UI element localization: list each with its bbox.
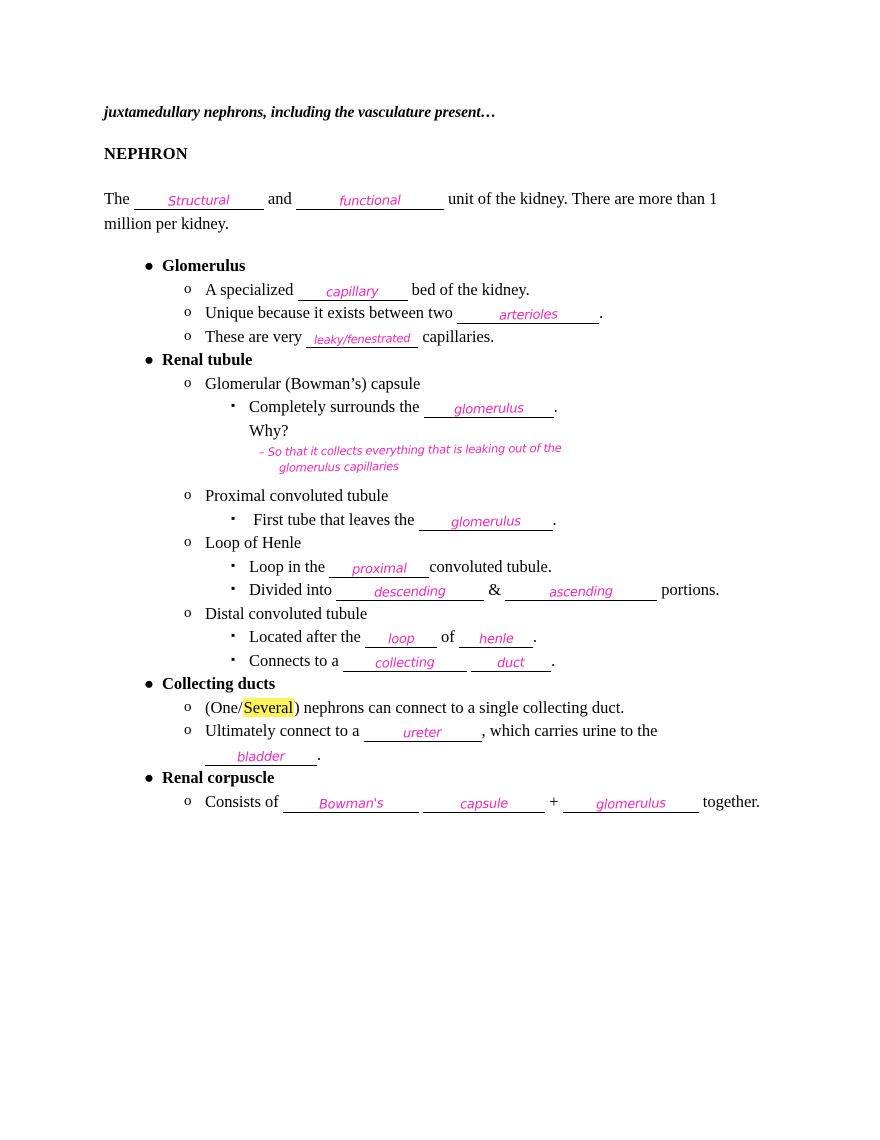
text-segment: First tube that leaves the <box>253 509 415 529</box>
blank-bowmans-answer: Bowman's <box>318 795 384 813</box>
blank-glomerulus-2[interactable] <box>419 511 553 531</box>
glomerulus-sublist <box>162 278 764 349</box>
text-segment: portions. <box>661 580 720 599</box>
circle-bullet-icon: o <box>184 698 192 715</box>
section-label-renal-tubule: Renal tubule <box>162 350 253 369</box>
bullet-icon: ● <box>144 256 154 275</box>
text-segment: A specialized <box>205 279 294 299</box>
blank-leaky-fenestrated-answer: leaky/fenestrated <box>313 330 411 347</box>
intro-text-1: The <box>104 189 130 208</box>
why-label: Why? <box>249 420 289 440</box>
text-segment: of <box>441 627 455 646</box>
blank-glomerulus-1[interactable] <box>424 398 554 418</box>
subsection-heading: Glomerular (Bowman’s) capsule <box>205 373 421 393</box>
circle-bullet-icon: o <box>184 327 192 344</box>
list-item <box>184 325 764 349</box>
blank-capsule[interactable] <box>423 793 545 813</box>
square-bullet-icon: ▪ <box>231 398 236 412</box>
outline-item-glomerulus <box>144 254 764 348</box>
intro-blank-structural-answer: Structural <box>167 193 230 210</box>
blank-capillary-answer: capillary <box>326 283 379 301</box>
bowmans-capsule-bullets <box>205 395 764 419</box>
intro-blank-structural[interactable] <box>134 190 264 210</box>
outline-item-renal-tubule <box>144 348 764 672</box>
renal-corpuscle-sublist <box>162 790 764 814</box>
blank-loop[interactable] <box>365 628 437 648</box>
note-line: – So that it collects everything that is leaking out of the <box>258 440 562 459</box>
intro-text-3: unit of the kidney. There are more than 1 million per kidney. <box>104 189 718 233</box>
text-segment: bed of the kidney. <box>411 279 530 299</box>
document-content <box>104 104 764 813</box>
text-segment: convoluted tubule. <box>429 556 553 576</box>
intro-blank-functional[interactable] <box>296 190 444 210</box>
square-bullet-icon: ▪ <box>231 581 236 595</box>
blank-duct-answer: duct <box>497 655 525 671</box>
bullet-icon: ● <box>144 350 154 369</box>
list-item <box>231 555 764 579</box>
text-segment: . <box>552 509 557 529</box>
circle-bullet-icon: o <box>184 534 192 550</box>
blank-glomerulus-2-answer: glomerulus <box>450 513 521 531</box>
text-segment: . <box>553 397 558 416</box>
text-segment: & <box>488 580 502 599</box>
text-segment: , which carries urine to the <box>481 721 658 740</box>
page-title: NEPHRON <box>104 144 188 163</box>
loop-of-henle-bullets <box>205 555 764 602</box>
note-line: glomerulus capillaries <box>278 459 399 475</box>
highlighted-term: Several <box>243 697 294 717</box>
text-segment: Ultimately connect to a <box>205 721 360 740</box>
text-segment: Located after the <box>249 627 361 646</box>
text-segment: . <box>532 627 538 646</box>
list-item <box>184 719 764 766</box>
blank-duct[interactable] <box>471 652 551 672</box>
text-segment: These are very <box>205 326 303 346</box>
renal-tubule-sublist <box>162 372 764 673</box>
list-item <box>231 508 764 532</box>
blank-glomerulus-3[interactable] <box>563 793 699 813</box>
list-item <box>184 790 764 814</box>
page-header-line: juxtamedullary nephrons, including the vasculature present… <box>104 104 496 121</box>
blank-henle-answer: henle <box>478 631 514 648</box>
intro-paragraph <box>104 186 764 236</box>
blank-proximal[interactable] <box>329 558 429 578</box>
circle-bullet-icon: o <box>184 304 192 320</box>
blank-capillary[interactable] <box>298 281 408 301</box>
collecting-ducts-sublist <box>162 696 764 767</box>
intro-blank-functional-answer: functional <box>338 193 401 210</box>
square-bullet-icon: ▪ <box>231 628 236 642</box>
circle-bullet-icon: o <box>184 280 192 297</box>
subsection-heading: Distal convoluted tubule <box>205 603 368 623</box>
text-segment: Completely surrounds the <box>249 397 420 416</box>
text-segment: ) nephrons can connect to a single collecting duct. <box>294 697 625 717</box>
proximal-tubule-bullets <box>205 508 764 532</box>
text-segment: Loop in the <box>249 556 326 576</box>
outline-item-renal-corpuscle <box>144 766 764 813</box>
blank-glomerulus-1-answer: glomerulus <box>453 401 524 418</box>
text-segment: + <box>549 791 559 811</box>
section-label-renal-corpuscle: Renal corpuscle <box>162 768 275 787</box>
bullet-icon: ● <box>144 768 154 787</box>
text-segment: . <box>317 744 322 764</box>
list-item <box>231 625 764 649</box>
outline-list <box>104 254 764 813</box>
bullet-icon: ● <box>144 674 154 693</box>
blank-capsule-answer: capsule <box>459 796 509 812</box>
intro-text-2: and <box>267 189 292 208</box>
list-item <box>184 301 764 325</box>
blank-bladder[interactable] <box>205 746 317 766</box>
blank-descending[interactable] <box>336 581 484 601</box>
list-item <box>184 531 764 602</box>
blank-ureter[interactable] <box>364 722 482 742</box>
blank-leaky-fenestrated[interactable] <box>306 328 418 348</box>
list-item <box>184 484 764 531</box>
distal-tubule-bullets <box>205 625 764 672</box>
text-segment: (One/ <box>205 697 243 717</box>
blank-ascending-answer: ascending <box>549 584 614 601</box>
circle-bullet-icon: o <box>184 722 192 738</box>
list-item <box>184 372 764 477</box>
square-bullet-icon: ▪ <box>231 557 236 572</box>
handwritten-note <box>215 440 764 476</box>
blank-bladder-answer: bladder <box>237 749 285 765</box>
square-bullet-icon: ▪ <box>231 510 236 525</box>
text-segment: together. <box>702 791 761 811</box>
blank-loop-answer: loop <box>387 631 415 648</box>
list-item <box>184 602 764 673</box>
square-bullet-icon: ▪ <box>231 651 236 666</box>
circle-bullet-icon: o <box>184 792 192 809</box>
blank-bowmans[interactable] <box>283 793 419 813</box>
circle-bullet-icon: o <box>184 604 192 621</box>
outline-item-collecting-ducts <box>144 672 764 766</box>
list-item <box>231 649 764 673</box>
subsection-heading: Proximal convoluted tubule <box>205 486 389 505</box>
text-segment: . <box>551 650 556 670</box>
text-segment: . <box>599 303 604 322</box>
blank-ureter-answer: ureter <box>403 725 442 742</box>
circle-bullet-icon: o <box>184 487 192 503</box>
list-item <box>231 395 764 419</box>
blank-collecting[interactable] <box>343 652 467 672</box>
section-label-collecting-ducts: Collecting ducts <box>162 674 276 693</box>
text-segment: Unique because it exists between two <box>205 303 453 322</box>
circle-bullet-icon: o <box>184 374 192 391</box>
list-item <box>231 578 764 602</box>
blank-ascending[interactable] <box>505 581 657 601</box>
text-segment: Consists of <box>205 791 279 811</box>
list-item <box>184 278 764 302</box>
text-segment: Divided into <box>249 580 332 599</box>
blank-arterioles[interactable] <box>457 304 599 324</box>
list-item <box>184 696 764 720</box>
blank-descending-answer: descending <box>374 584 447 601</box>
blank-collecting-answer: collecting <box>374 654 435 672</box>
text-segment: Connects to a <box>249 650 339 670</box>
blank-henle[interactable] <box>459 628 533 648</box>
blank-proximal-answer: proximal <box>351 560 407 578</box>
text-segment: capillaries. <box>422 326 495 346</box>
blank-arterioles-answer: arterioles <box>498 307 558 324</box>
section-label-glomerulus: Glomerulus <box>162 256 246 275</box>
subsection-heading: Loop of Henle <box>205 533 302 552</box>
blank-glomerulus-3-answer: glomerulus <box>595 795 666 813</box>
